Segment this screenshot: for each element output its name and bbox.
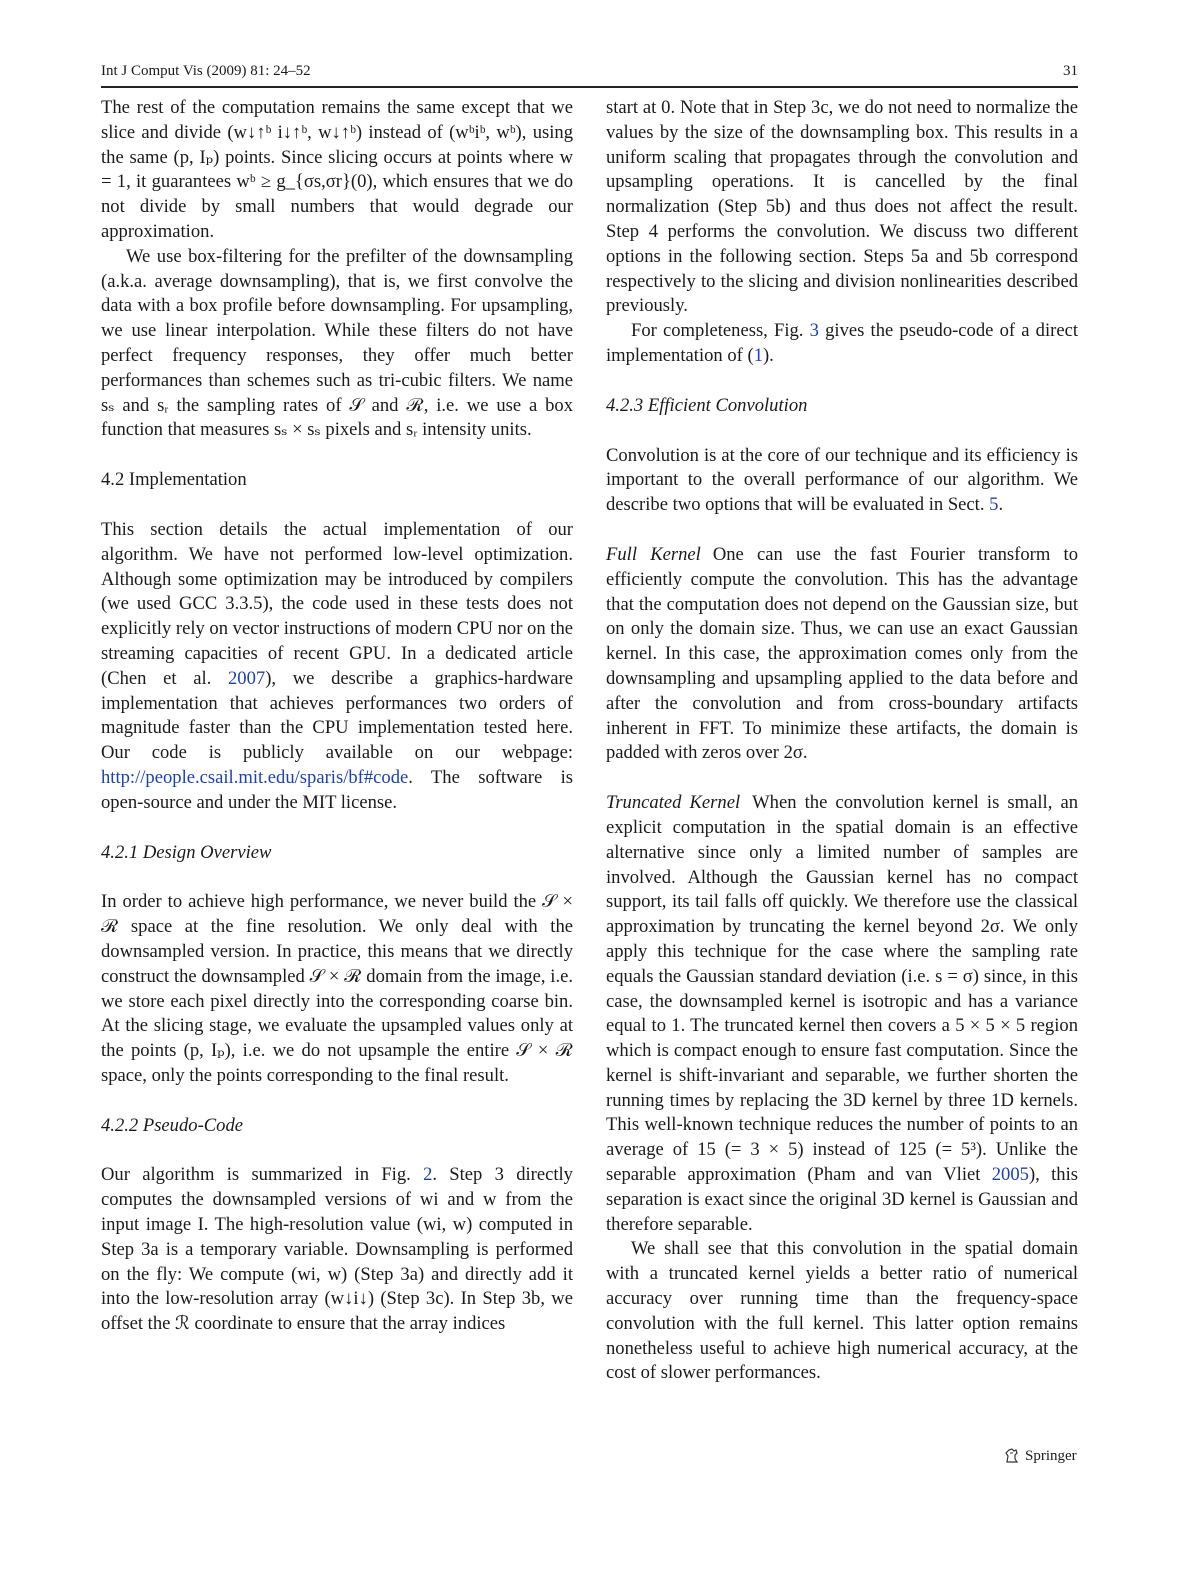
figure-link[interactable]: 3: [809, 320, 819, 342]
citation-link[interactable]: 2005: [991, 1164, 1029, 1186]
journal-citation: Int J Comput Vis (2009) 81: 24–52: [101, 63, 311, 79]
subsection-heading: 4.2.3 Efficient Convolution: [606, 394, 808, 416]
code-url-link[interactable]: http://people.csail.mit.edu/sparis/bf#code: [101, 766, 409, 788]
paragraph: Convolution is at the core of our technique and its efficiency is important to the overall performance of our algorithm. We describe two options that will be evaluated in Sect. 5.: [606, 444, 1078, 516]
paragraph: start at 0. Note that in Step 3c, we do not need to normalize the values by the size of the downsampling box. This results in a uniform scaling that propagates through the convolution and upsampling operations. It is cancelled by the final normalization (Step 5b) and thus does not affect the result. Step 4 performs the convolution. We discuss two different options in the following section. Steps 5a and 5b correspond respectively to the slicing and division nonlinearities described previously.: [606, 97, 1078, 317]
figure-link[interactable]: 2: [423, 1164, 433, 1186]
subsection-heading: 4.2.1 Design Overview: [101, 841, 272, 863]
publisher-name: Springer: [1025, 1447, 1077, 1464]
run-in-heading: Truncated Kernel: [606, 792, 741, 814]
right-column: [606, 96, 1078, 1386]
running-header: [101, 62, 1078, 88]
paragraph: Our algorithm is summarized in Fig. 2. Step 3 directly computes the downsampled versions of wi and w from the input image I. The high-resolution value (wi, w) computed in Step 3a is a temporary variable. Downsampling is performed on the fly: We compute (wi, w) (Step 3a) and directly add it into the low-resolution array (w↓i↓) (Step 3c). In Step 3b, we offset the ℛ coordinate to ensure that the array indices: [101, 1164, 573, 1335]
subsection-heading: 4.2.2 Pseudo-Code: [101, 1114, 244, 1136]
springer-horse-icon: [1003, 1447, 1021, 1465]
citation-link[interactable]: 2007: [228, 667, 266, 689]
publisher-footer: [1003, 1447, 1077, 1465]
run-in-heading: Full Kernel: [606, 543, 701, 565]
paragraph: Full Kernel One can use the fast Fourier transform to efficiently compute the convolution. This has the advantage that the computation does not depend on the Gaussian size, but on only the domain size. Thus, we can use an exact Gaussian kernel. In this case, the approximation comes only from the downsampling and upsampling applied to the data before and after the convolution and from cross-boundary artifacts inherent in FFT. To minimize these artifacts, the domain is padded with zeros over 2σ.: [606, 543, 1079, 764]
paragraph: This section details the actual implementation of our algorithm. We have not performed low-level optimization. Although some optimization may be introduced by compilers (we used GCC 3.3.5), the code used in these tests does not explicitly rely on vector instructions of modern CPU nor on the streaming capacities of recent GPU. In a dedicated article (Chen et al. 2007), we describe a graphics-hardware implementation that achieves performances two orders of magnitude faster than the CPU implementation tested here. Our code is publicly available on our webpage: http://people.csail.mit.edu/sparis/bf#code. The software is open-source and under the MIT license.: [101, 518, 573, 813]
paragraph: We shall see that this convolution in the spatial domain with a truncated kernel yields a better ratio of numerical accuracy over running time than the frequency-space convolution with the full kernel. This latter option remains nonetheless useful to achieve high numerical accuracy, at the cost of slower performances.: [606, 1238, 1078, 1384]
equation-link[interactable]: 1: [753, 344, 763, 366]
paragraph: For completeness, Fig. 3 gives the pseudo-code of a direct implementation of (1).: [606, 320, 1079, 366]
left-column: [101, 96, 573, 1337]
paragraph: We use box-filtering for the prefilter of the downsampling (a.k.a. average downsampling), that is, we first convolve the data with a box profile before downsampling. For upsampling, we use linear interpolation. While these filters do not have perfect frequency responses, they offer much better performances than schemes such as tri-cubic filters. We name sₛ and sᵣ the sampling rates of 𝒮 and ℛ, i.e. we use a box function that measures sₛ × sₛ pixels and sᵣ intensity units.: [101, 245, 573, 441]
page-number: 31: [1063, 63, 1078, 79]
section-heading: 4.2 Implementation: [101, 469, 247, 491]
paragraph: The rest of the computation remains the same except that we slice and divide (w↓↑ᵇ i↓↑ᵇ, w↓↑ᵇ) instead of (wᵇiᵇ, wᵇ), using the same (p, Iₚ) points. Since slicing occurs at points where w = 1, it guarantees wᵇ ≥ g_{σs,σr}(0), which ensures that we do not divide by small numbers that would degrade our approximation.: [101, 97, 573, 242]
section-link[interactable]: 5: [989, 494, 999, 516]
paragraph: In order to achieve high performance, we never build the 𝒮 × ℛ space at the fine resolution. We only deal with the downsampled version. In practice, this means that we directly construct the downsampled 𝒮 × ℛ domain from the image, i.e. we store each pixel directly into the corresponding coarse bin. At the slicing stage, we evaluate the upsampled values only at the points (p, Iₚ), i.e. we do not upsample the entire 𝒮 × ℛ space, only the points corresponding to the final result.: [101, 891, 573, 1086]
paragraph: Truncated Kernel When the convolution kernel is small, an explicit computation in the spatial domain is an effective alternative since only a limited number of samples are involved. Although the Gaussian kernel has no compact support, its tail falls off quickly. We therefore use the classical approximation by truncating the kernel beyond 2σ. We only apply this technique for the case where the sampling rate equals the Gaussian standard deviation (i.e. s = σ) since, in this case, the downsampled kernel is isotropic and has a variance equal to 1. The truncated kernel then covers a 5 × 5 × 5 region which is compact enough to ensure fast computation. Since the kernel is shift-invariant and separable, we further shorten the running times by replacing the 3D kernel by three 1D kernels. This well-known technique reduces the number of points to an average of 15 (= 3 × 5) instead of 125 (= 5³). Unlike the separable approximation (Pham and van Vliet 2005), this separation is exact since the original 3D kernel is Gaussian and therefore separable.: [606, 792, 1079, 1235]
